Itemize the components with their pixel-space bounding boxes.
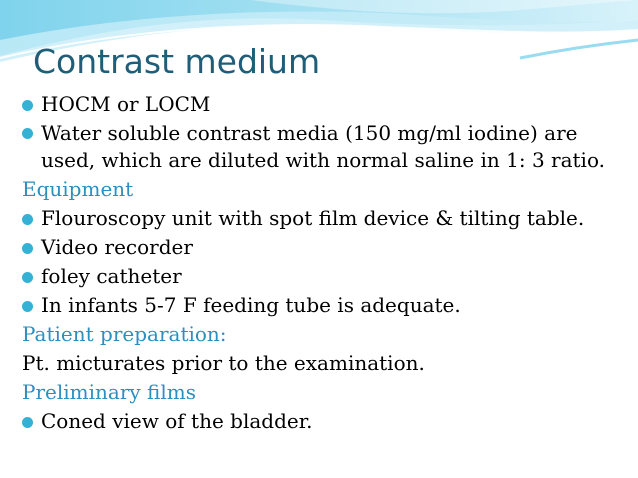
bullet-item <box>22 119 632 175</box>
bullet-item <box>22 204 632 233</box>
bullet-text: Flouroscopy unit with spot film device & tilting table. <box>41 206 585 230</box>
bullet-dot-icon <box>22 100 33 111</box>
bullet-text: Water soluble contrast media (150 mg/ml iodine) are used, which are diluted with normal saline in 1: 3 ratio. <box>41 121 605 172</box>
bullet-text: Video recorder <box>41 235 193 259</box>
bullet-dot-icon <box>22 214 33 225</box>
slide-title: Contrast medium <box>33 42 321 81</box>
bullet-text: Coned view of the bladder. <box>41 409 313 433</box>
bullet-text: In infants 5-7 F feeding tube is adequate. <box>41 293 461 317</box>
bullet-item <box>22 291 632 320</box>
slide-body <box>22 90 632 436</box>
plain-text-line: Pt. micturates prior to the examination. <box>22 351 425 375</box>
bullet-text: foley catheter <box>41 264 182 288</box>
bullet-text: HOCM or LOCM <box>41 92 211 116</box>
bullet-dot-icon <box>22 128 33 139</box>
bullet-dot-icon <box>22 272 33 283</box>
bullet-item <box>22 233 632 262</box>
bullet-dot-icon <box>22 301 33 312</box>
bullet-item <box>22 90 632 119</box>
bullet-item <box>22 262 632 291</box>
bullet-dot-icon <box>22 417 33 428</box>
section-heading-patient-preparation: Patient preparation: <box>22 322 227 346</box>
bullet-dot-icon <box>22 243 33 254</box>
section-heading-preliminary-films: Preliminary films <box>22 380 196 404</box>
bullet-item <box>22 407 632 436</box>
section-heading-equipment: Equipment <box>22 177 134 201</box>
